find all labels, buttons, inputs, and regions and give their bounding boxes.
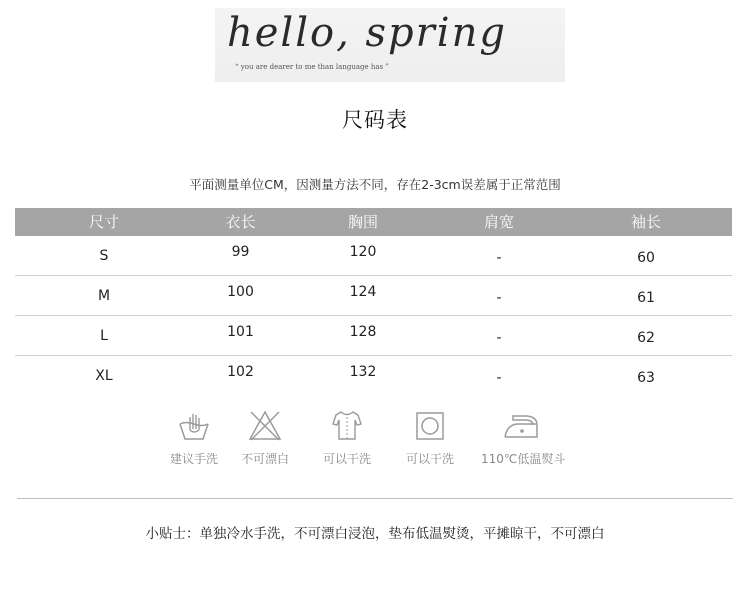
page-title: 尺码表 (342, 108, 408, 132)
banner-subtitle: “ you are dearer to me than language has ” (235, 63, 389, 71)
cell-length: 100 (227, 284, 254, 300)
cell-size: S (99, 248, 109, 264)
cell-sleeve: 63 (637, 370, 655, 386)
care-label: 110℃低温熨斗 (481, 452, 566, 466)
care-tip: 小贴士：单独冷水手洗，不可漂白浸泡，垫布低温熨烫，平摊晾干，不可漂白 (145, 526, 605, 542)
tumble-dry-icon (412, 408, 448, 444)
cell-shoulder: - (496, 330, 502, 346)
table-row (15, 276, 732, 316)
cell-chest: 132 (349, 364, 377, 380)
cell-shoulder: - (496, 370, 502, 386)
care-item (390, 408, 470, 467)
cell-sleeve: 61 (637, 290, 655, 306)
header-length: 衣长 (225, 213, 256, 231)
cell-shoulder: - (496, 290, 502, 306)
cell-length: 99 (231, 244, 250, 260)
table-header (15, 208, 732, 236)
header-shoulder: 肩宽 (483, 213, 514, 231)
care-item (481, 408, 566, 467)
banner-script-text: hello, spring (227, 10, 507, 56)
divider (17, 498, 733, 499)
measurement-note: 平面测量单位CM，因测量方法不同，存在2-3cm误差属于正常范围 (189, 177, 561, 192)
table-row (15, 356, 732, 396)
cell-length: 102 (227, 364, 254, 380)
header-chest: 胸围 (347, 213, 378, 231)
no-bleach-icon (247, 408, 283, 444)
brand-banner (215, 8, 565, 82)
size-table (15, 208, 732, 396)
cell-sleeve: 62 (637, 330, 655, 346)
dry-clean-icon (329, 408, 365, 444)
cell-size: M (97, 288, 111, 304)
table-row (15, 316, 732, 356)
cell-chest: 124 (349, 284, 377, 300)
care-item (225, 408, 305, 467)
table-row (15, 236, 732, 276)
care-label: 不可漂白 (240, 452, 289, 466)
cell-chest: 128 (349, 324, 377, 340)
care-label: 可以干洗 (322, 452, 371, 466)
cell-shoulder: - (496, 250, 502, 266)
cell-size: XL (95, 368, 113, 384)
care-label: 建议手洗 (169, 452, 218, 466)
hand-wash-icon (176, 408, 212, 444)
header-size: 尺寸 (88, 213, 119, 231)
care-label: 可以干洗 (405, 452, 454, 466)
cell-length: 101 (227, 324, 254, 340)
care-item (307, 408, 387, 467)
iron-low-icon (503, 408, 539, 444)
care-item (154, 408, 234, 467)
cell-size: L (100, 328, 108, 344)
cell-sleeve: 60 (637, 250, 655, 266)
cell-chest: 120 (349, 244, 377, 260)
header-sleeve: 袖长 (630, 213, 661, 231)
